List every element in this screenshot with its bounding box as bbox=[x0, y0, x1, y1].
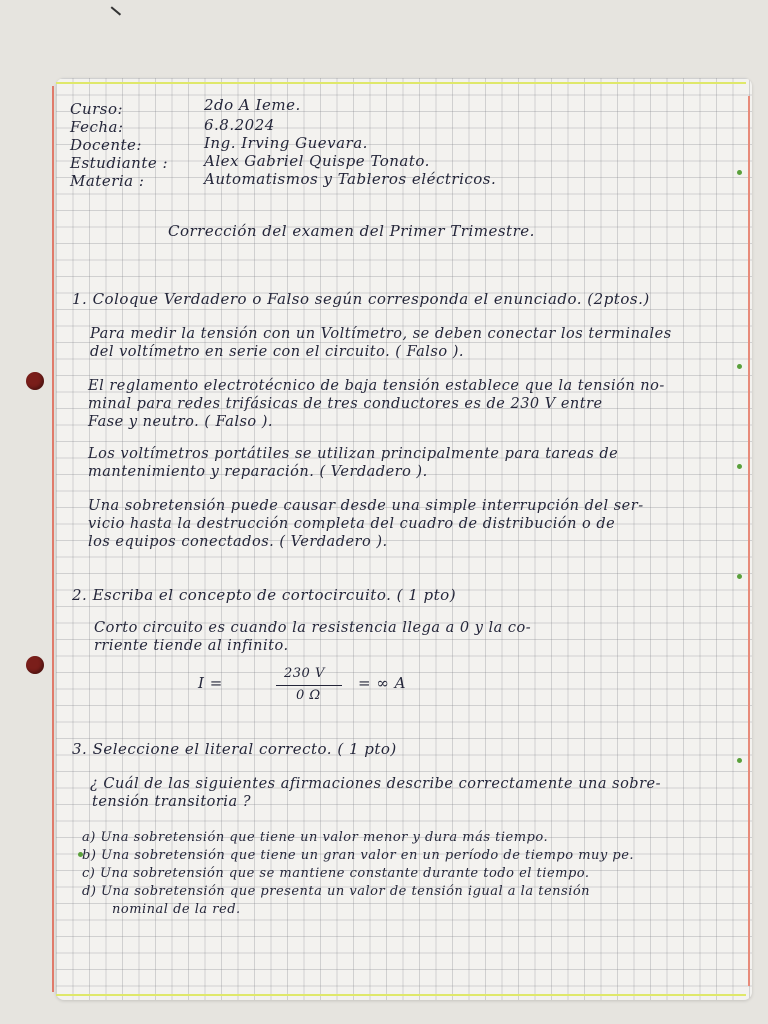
question-3-heading: 3. Seleccione el literal correcto. ( 1 pto) bbox=[72, 740, 397, 758]
q3-option-a: a) Una sobretensión que tiene un valor menor y dura más tiempo. bbox=[82, 830, 549, 845]
q1-statement-3-line-2: mantenimiento y reparación. ( Verdadero ). bbox=[88, 464, 428, 480]
top-margin-line bbox=[56, 82, 746, 84]
formula-lhs: I = bbox=[198, 674, 223, 692]
materia-label: Materia : bbox=[70, 172, 145, 190]
marker-dot bbox=[737, 364, 742, 369]
q1-statement-1-line-2: del voltímetro en serie con el circuito. ( Falso ). bbox=[90, 344, 464, 360]
q3-option-d-line-1: d) Una sobretensión que presenta un valor de tensión igual a la tensión bbox=[82, 884, 591, 899]
binder-hole bbox=[26, 372, 44, 390]
formula-denominator: 0 Ω bbox=[296, 688, 321, 703]
estudiante-value: Alex Gabriel Quispe Tonato. bbox=[204, 152, 430, 170]
q1-statement-2-line-3: Fase y neutro. ( Falso ). bbox=[88, 414, 274, 430]
q3-option-c: c) Una sobretensión que se mantiene constante durante todo el tiempo. bbox=[82, 866, 590, 881]
estudiante-label: Estudiante : bbox=[70, 154, 169, 172]
curso-label: Curso: bbox=[70, 100, 124, 118]
fecha-label: Fecha: bbox=[70, 118, 124, 136]
right-margin-line bbox=[748, 96, 750, 986]
q3-option-d-line-2: nominal de la red. bbox=[112, 902, 241, 917]
pen-mark bbox=[111, 6, 121, 15]
fecha-value: 6.8.2024 bbox=[204, 116, 275, 134]
question-1-heading: 1. Coloque Verdadero o Falso según corresponda el enunciado. (2ptos.) bbox=[72, 290, 650, 308]
left-margin-line bbox=[52, 86, 54, 992]
q2-answer-line-2: rriente tiende al infinito. bbox=[94, 638, 289, 654]
materia-value: Automatismos y Tableros eléctricos. bbox=[204, 170, 497, 188]
marker-dot bbox=[737, 574, 742, 579]
formula-numerator: 230 V bbox=[284, 666, 325, 681]
bottom-margin-line bbox=[56, 994, 746, 996]
q1-statement-3-line-1: Los voltímetros portátiles se utilizan principalmente para tareas de bbox=[88, 446, 619, 462]
binder-hole bbox=[26, 656, 44, 674]
marker-dot bbox=[737, 758, 742, 763]
q1-statement-4-line-3: los equipos conectados. ( Verdadero ). bbox=[88, 534, 388, 550]
curso-value: 2do A Ieme. bbox=[204, 96, 301, 114]
q3-option-b: b) Una sobretensión que tiene un gran valor en un período de tiempo muy pe. bbox=[82, 848, 635, 863]
page-title: Corrección del examen del Primer Trimestre. bbox=[168, 222, 535, 240]
marker-dot bbox=[737, 170, 742, 175]
q1-statement-1-line-1: Para medir la tensión con un Voltímetro, se deben conectar los terminales bbox=[90, 326, 672, 342]
q2-answer-line-1: Corto circuito es cuando la resistencia llega a 0 y la co- bbox=[94, 620, 532, 636]
q1-statement-4-line-2: vicio hasta la destrucción completa del cuadro de distribución o de bbox=[88, 516, 616, 532]
q1-statement-2-line-1: El reglamento electrotécnico de baja tensión establece que la tensión no- bbox=[88, 378, 665, 394]
fraction-bar bbox=[276, 685, 342, 686]
q1-statement-2-line-2: minal para redes trifásicas de tres conductores es de 230 V entre bbox=[88, 396, 603, 412]
q3-question-line-1: ¿ Cuál de las siguientes afirmaciones describe correctamente una sobre- bbox=[90, 776, 661, 792]
formula-rhs: = ∞ A bbox=[358, 674, 406, 692]
q3-question-line-2: tensión transitoria ? bbox=[92, 794, 251, 810]
docente-value: Ing. Irving Guevara. bbox=[204, 134, 368, 152]
q1-statement-4-line-1: Una sobretensión puede causar desde una simple interrupción del ser- bbox=[88, 498, 644, 514]
docente-label: Docente: bbox=[70, 136, 142, 154]
short-circuit-formula bbox=[198, 664, 448, 704]
question-2-heading: 2. Escriba el concepto de cortocircuito. ( 1 pto) bbox=[72, 586, 457, 604]
marker-dot bbox=[737, 464, 742, 469]
